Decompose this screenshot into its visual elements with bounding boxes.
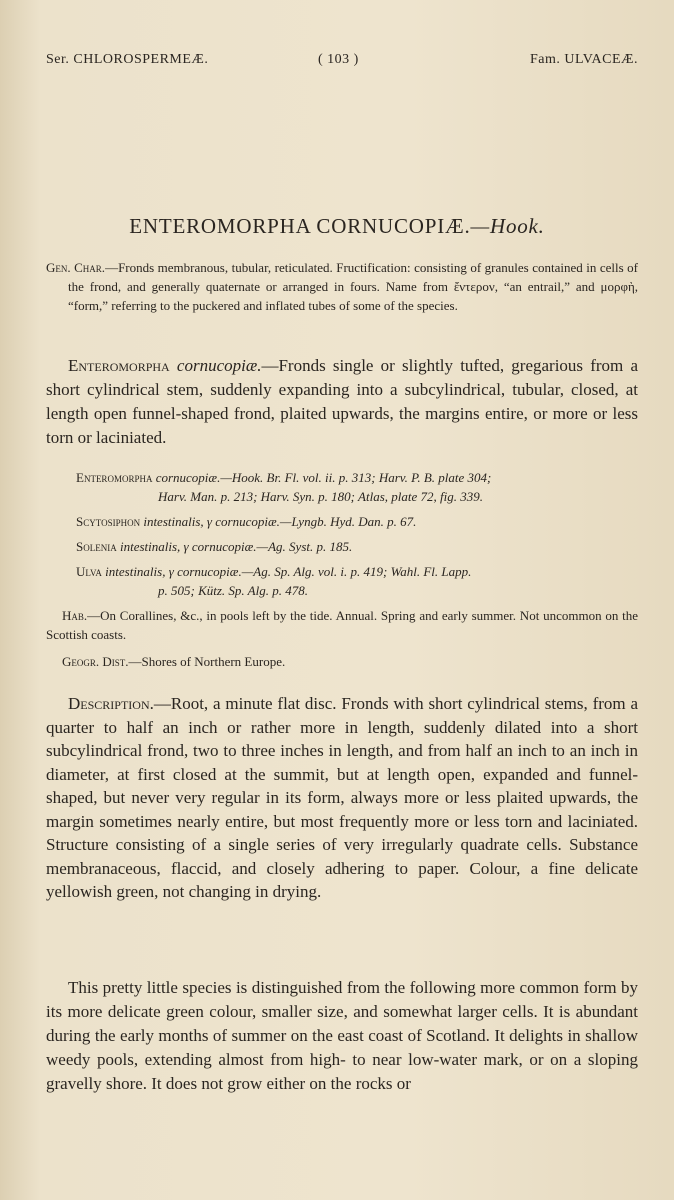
diagnosis-genus: Enteromorpha	[68, 356, 170, 375]
synonym-entry	[76, 562, 638, 600]
geographic-distribution	[62, 652, 638, 671]
species-name: ENTEROMORPHA CORNUCOPIÆ.	[129, 214, 471, 238]
gen-char-text: —Fronds membranous, tubular, reticulated. Fructification: consisting of granules contained in cells of the frond, and generally quaternate or arranged in fours. Name from ἔντερον, “an entrail,” and μορφὴ, “form,” referring to the puckered and inflated tubes of some of the species.	[68, 260, 638, 313]
synonym-genus: Scytosiphon	[76, 514, 141, 529]
gen-char-paragraph	[46, 258, 638, 315]
synonym-citation-cont: p. 505; Kütz. Sp. Alg. p. 478.	[158, 583, 308, 598]
remarks-text: This pretty little species is distinguished from the following more common form by its more delicate green colour, smaller size, and somewhat larger cells. It is abundant during the early months of summer on the east coast of Scotland. It delights in shallow weedy pools, extending almost from high- to near low-water mark, or on a sloping gravelly shore. It does not grow either on the rocks or	[46, 978, 638, 1093]
synonym-genus: Ulva	[76, 564, 102, 579]
species-diagnosis	[46, 354, 638, 450]
species-title	[0, 214, 674, 239]
synonym-citation: cornucopiæ.—Hook. Br. Fl. vol. ii. p. 313; Harv. P. B. plate 304;	[155, 470, 492, 485]
description-paragraph	[46, 692, 638, 904]
series-header: Ser. CHLOROSPERMEÆ.	[46, 52, 209, 67]
running-head	[46, 52, 638, 72]
synonym-genus: Solenia	[76, 539, 117, 554]
remarks-paragraph	[46, 976, 638, 1096]
synonym-genus: Enteromorpha	[76, 470, 153, 485]
synonym-citation: intestinalis, γ cornucopiæ.—Ag. Sp. Alg. vol. i. p. 419; Wahl. Fl. Lapp.	[105, 564, 472, 579]
diagnosis-text: —Fronds single or slightly tufted, gregarious from a short cylindrical stem, suddenly expanding into a subcylindrical, tubular, closed, at length open funnel-shaped frond, plaited upwards, the margins entire, or more or less torn or laciniated.	[46, 356, 638, 447]
habitat	[46, 606, 638, 644]
synonym-entry	[76, 537, 638, 556]
synonym-entry	[76, 468, 638, 506]
description-text: —Root, a minute flat disc. Fronds with short cylindrical stems, from a quarter to half an inch or rather more in length, suddenly dilated into a short subcylindrical frond, two to three inches in length, and from half an inch to an inch in diameter, at first closed at the summit, but at length open, expanded and funnel-shaped, but never very regular in its form, always more or less plaited upwards, the margin sometimes nearly entire, but most frequently more or less torn and laciniated. Structure consisting of a single series of very irregularly quadrate cells. Substance membranaceous, flaccid, and closely adhering to paper. Colour, a fine delicate yellowish green, not changing in drying.	[46, 694, 638, 901]
gen-char-label: Gen. Char.	[46, 260, 106, 275]
species-authority: —Hook.	[470, 214, 545, 238]
description-label: Description.	[68, 694, 154, 713]
hab-text: —On Corallines, &c., in pools left by the tide. Annual. Spring and early summer. Not uncommon on the Scottish coasts.	[46, 608, 638, 642]
page-number: ( 103 )	[318, 52, 359, 67]
generic-character	[46, 258, 638, 315]
synonym-citation-cont: Harv. Man. p. 213; Harv. Syn. p. 180; Atlas, plate 72, fig. 339.	[158, 489, 483, 504]
hab-label: Hab.	[62, 608, 88, 623]
family-header: Fam. ULVACEÆ.	[529, 52, 638, 67]
geogr-text: —Shores of Northern Europe.	[128, 654, 286, 669]
synonym-citation: intestinalis, γ cornucopiæ.—Ag. Syst. p. 185.	[119, 539, 353, 554]
synonym-entry	[76, 512, 638, 531]
synonym-citation: intestinalis, γ cornucopiæ.—Lyngb. Hyd. Dan. p. 67.	[143, 514, 417, 529]
diagnosis-species: cornucopiæ.	[176, 356, 262, 375]
geogr-label: Geogr. Dist.	[62, 654, 129, 669]
